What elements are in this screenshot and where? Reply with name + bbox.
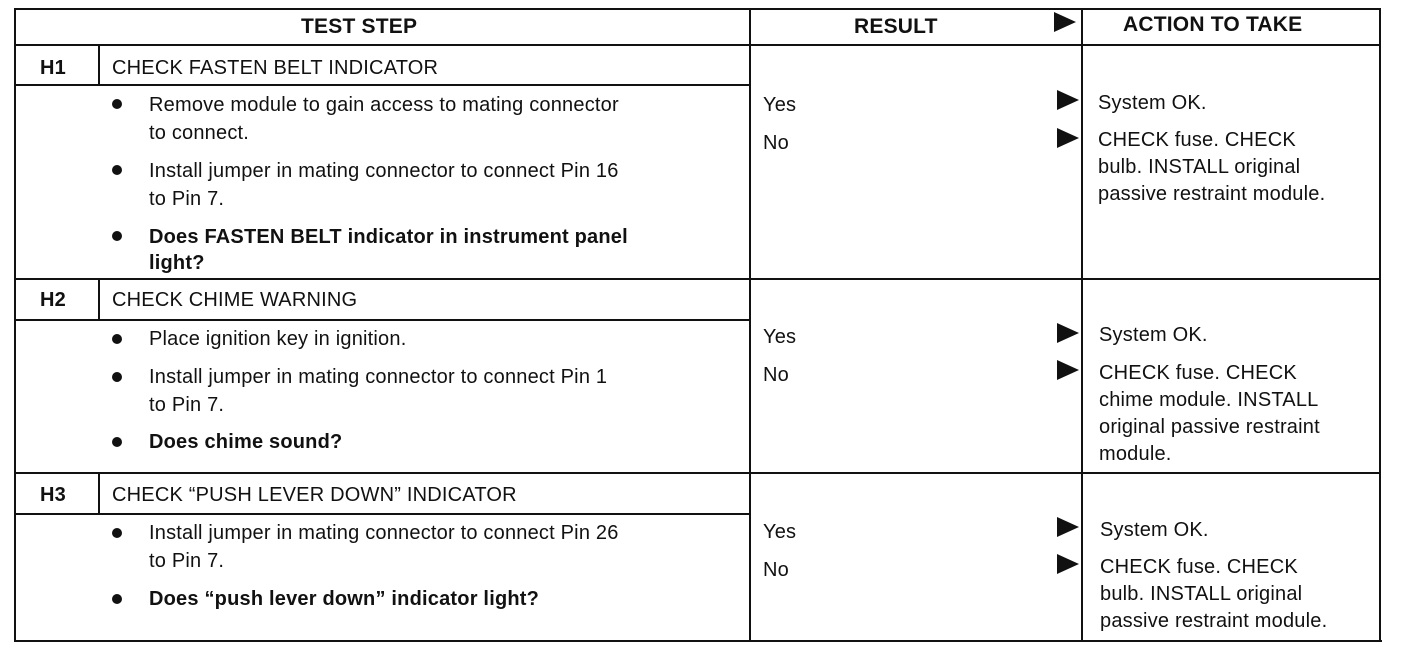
instruction-line: to Pin 7. — [149, 550, 225, 572]
table-bottom-border — [16, 640, 1382, 642]
instruction-line: Install jumper in mating connector to connect Pin 26 — [149, 522, 619, 544]
bullet-icon — [112, 231, 122, 241]
result-yes: Yes — [763, 521, 797, 543]
table-right-border — [1379, 8, 1381, 642]
action-line: System OK. — [1099, 324, 1208, 346]
instruction-line: to connect. — [149, 122, 250, 144]
action-line: System OK. — [1098, 92, 1207, 114]
header-result: RESULT — [854, 15, 938, 38]
bullet-icon — [112, 372, 122, 382]
result-yes: Yes — [763, 94, 797, 116]
step-title: CHECK CHIME WARNING — [112, 289, 358, 311]
header-arrow-icon — [1054, 12, 1076, 32]
step-id: H3 — [40, 484, 66, 506]
table-header-border — [14, 44, 1380, 46]
arrow-right-icon — [1057, 90, 1079, 110]
action-line: chime module. INSTALL — [1099, 389, 1319, 411]
step-title-underline — [14, 319, 750, 321]
instruction-line: to Pin 7. — [149, 188, 225, 210]
action-line: passive restraint module. — [1100, 610, 1328, 632]
arrow-right-icon — [1057, 517, 1079, 537]
step-separator — [14, 278, 1380, 280]
bullet-icon — [112, 334, 122, 344]
instruction-line: Remove module to gain access to mating connector — [149, 94, 619, 116]
action-line: bulb. INSTALL original — [1098, 156, 1301, 178]
action-line: System OK. — [1100, 519, 1209, 541]
column-divider-result — [749, 8, 751, 642]
action-line: CHECK fuse. CHECK — [1098, 129, 1296, 151]
bullet-icon — [112, 528, 122, 538]
bullet-icon — [112, 437, 122, 447]
bullet-icon — [112, 165, 122, 175]
step-id: H2 — [40, 289, 66, 311]
instruction-line: Install jumper in mating connector to connect Pin 16 — [149, 160, 619, 182]
action-line: module. — [1099, 443, 1172, 465]
action-line: passive restraint module. — [1098, 183, 1326, 205]
arrow-right-icon — [1057, 128, 1079, 148]
instruction-line: to Pin 7. — [149, 394, 225, 416]
header-test-step: TEST STEP — [301, 15, 418, 38]
header-action: ACTION TO TAKE — [1123, 13, 1303, 36]
bullet-icon — [112, 594, 122, 604]
arrow-right-icon — [1057, 554, 1079, 574]
step-title: CHECK “PUSH LEVER DOWN” INDICATOR — [112, 484, 517, 506]
table-top-border — [14, 8, 1380, 10]
action-line: original passive restraint — [1099, 416, 1320, 438]
column-divider-action — [1081, 8, 1083, 642]
table-left-border — [14, 8, 16, 642]
step-id-divider — [98, 280, 100, 320]
instruction-line: Install jumper in mating connector to connect Pin 1 — [149, 366, 608, 388]
question-line: light? — [149, 252, 205, 274]
action-line: CHECK fuse. CHECK — [1099, 362, 1297, 384]
question-line: Does chime sound? — [149, 431, 343, 453]
instruction-line: Place ignition key in ignition. — [149, 328, 407, 350]
action-line: bulb. INSTALL original — [1100, 583, 1303, 605]
step-id-divider — [98, 46, 100, 86]
step-title: CHECK FASTEN BELT INDICATOR — [112, 57, 439, 79]
question-line: Does FASTEN BELT indicator in instrument panel — [149, 226, 628, 248]
step-separator — [14, 472, 1380, 474]
result-yes: Yes — [763, 326, 797, 348]
step-id-divider — [98, 474, 100, 514]
result-no: No — [763, 559, 789, 581]
question-line: Does “push lever down” indicator light? — [149, 588, 540, 610]
result-no: No — [763, 364, 789, 386]
action-line: CHECK fuse. CHECK — [1100, 556, 1298, 578]
result-no: No — [763, 132, 789, 154]
arrow-right-icon — [1057, 360, 1079, 380]
step-title-underline — [14, 513, 750, 515]
bullet-icon — [112, 99, 122, 109]
step-title-underline — [14, 84, 750, 86]
arrow-right-icon — [1057, 323, 1079, 343]
step-id: H1 — [40, 57, 66, 79]
